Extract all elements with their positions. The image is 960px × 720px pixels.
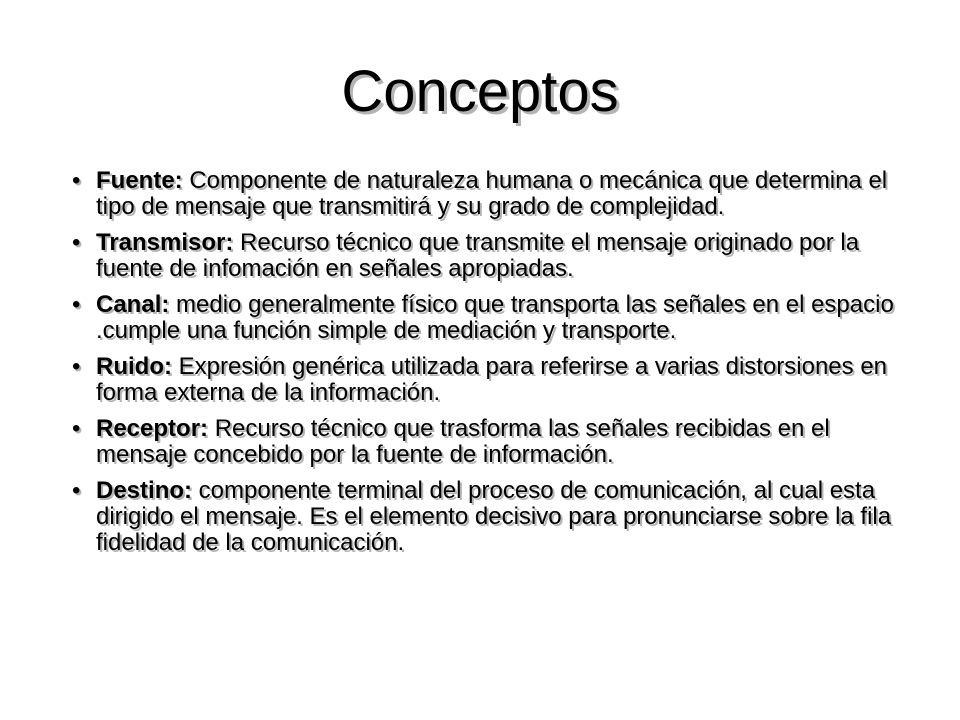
concept-definition: componente terminal del proceso de comunicación, al cual esta dirigido el mensaje. Es el elemento decisivo para pronunciarse sobre la fila fidelidad de la comunicación. bbox=[96, 477, 892, 556]
list-item bbox=[72, 230, 922, 282]
bullet-icon: • bbox=[72, 291, 81, 318]
concept-term: Destino: bbox=[96, 477, 192, 504]
concept-definition: Componente de naturaleza humana o mecánica que determina el tipo de mensaje que transmitirá y su grado de complejidad. bbox=[96, 167, 888, 220]
bullet-icon: • bbox=[72, 229, 81, 256]
list-item bbox=[72, 292, 922, 344]
concept-definition: medio generalmente físico que transporta las señales en el espacio .cumple una función simple de mediación y transporte. bbox=[96, 291, 894, 344]
concept-definition: Expresión genérica utilizada para referirse a varias distorsiones en forma externa de la información. bbox=[96, 353, 888, 406]
concept-term: Ruido: bbox=[96, 353, 172, 380]
list-item bbox=[72, 478, 922, 556]
list-item bbox=[72, 168, 922, 220]
list-item bbox=[72, 354, 922, 406]
concept-term: Receptor: bbox=[96, 415, 209, 442]
concept-definition: Recurso técnico que trasforma las señales recibidas en el mensaje concebido por la fuente de información. bbox=[96, 415, 830, 468]
bullet-icon: • bbox=[72, 477, 81, 504]
slide-title: Conceptos bbox=[341, 59, 619, 124]
concept-list bbox=[72, 168, 922, 566]
list-item bbox=[72, 416, 922, 468]
concept-term: Canal: bbox=[96, 291, 170, 318]
bullet-icon: • bbox=[72, 415, 81, 442]
concept-definition: Recurso técnico que transmite el mensaje originado por la fuente de infomación en señales apropiadas. bbox=[96, 229, 860, 282]
concept-term: Fuente: bbox=[96, 167, 183, 194]
concept-term: Transmisor: bbox=[96, 229, 234, 256]
bullet-icon: • bbox=[72, 167, 81, 194]
bullet-icon: • bbox=[72, 353, 81, 380]
